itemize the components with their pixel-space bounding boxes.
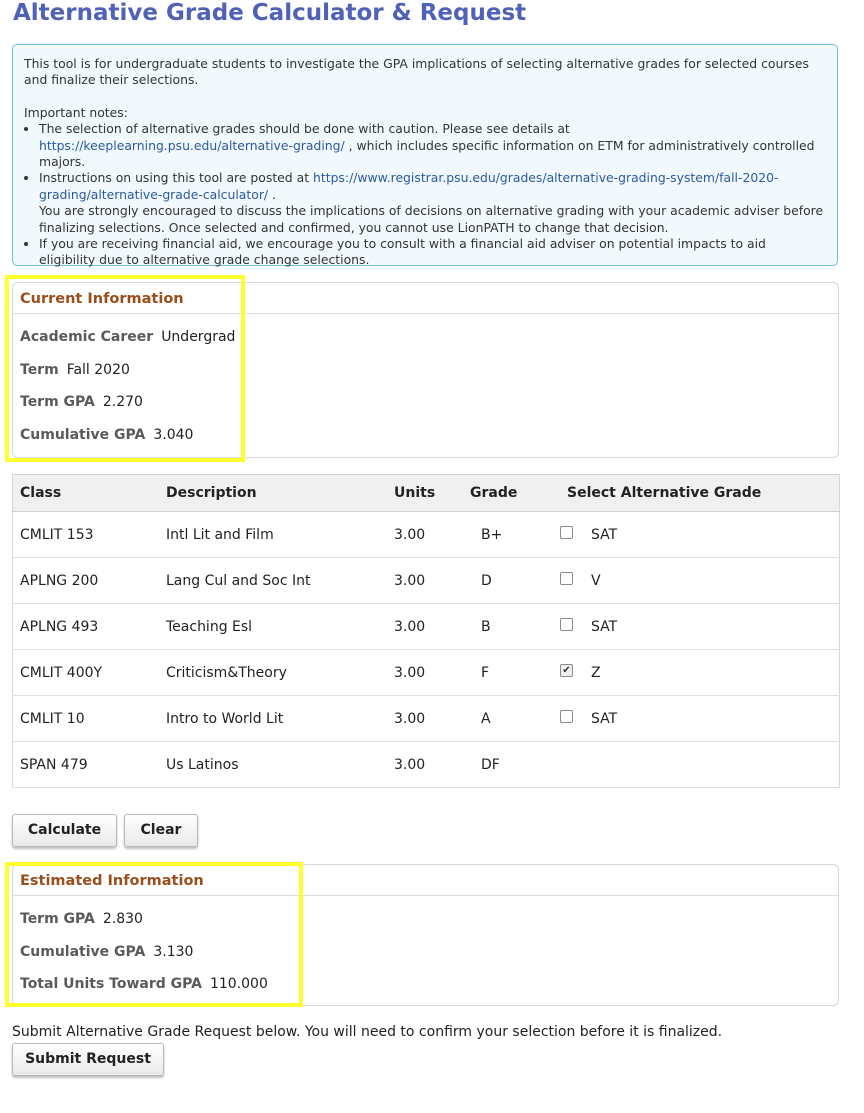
alt-grade-cell <box>560 512 840 558</box>
grade-cell: F <box>463 650 560 696</box>
note-text: . <box>268 186 276 202</box>
term-label: Term <box>20 362 59 378</box>
note-text: , which includes specific information on ETM for administratively controlled majors. <box>39 137 815 170</box>
term-value: Fall 2020 <box>66 362 130 378</box>
table-header-row <box>13 475 840 512</box>
alt-grade-label: SAT <box>591 526 618 543</box>
info-intro: This tool is for undergraduate students to investigate the GPA implications of selecting alternative grades for selected courses and finalize their selections. <box>24 56 809 88</box>
table-row <box>13 604 840 650</box>
col-description: Description <box>159 475 387 512</box>
total-units-label: Total Units Toward GPA <box>20 976 202 992</box>
alt-grade-cell <box>560 742 840 788</box>
description-cell: Lang Cul and Soc Int <box>159 558 387 604</box>
estimated-info-heading: Estimated Information <box>13 865 838 896</box>
units-cell: 3.00 <box>387 650 463 696</box>
units-cell: 3.00 <box>387 742 463 788</box>
highlight-box <box>5 275 245 462</box>
info-box <box>12 44 838 266</box>
est-cumulative-gpa-value: 3.130 <box>153 944 194 960</box>
class-cell: CMLIT 153 <box>13 512 160 558</box>
col-alt-grade: Select Alternative Grade <box>560 475 840 512</box>
alt-grade-checkbox[interactable] <box>560 572 573 585</box>
table-row <box>13 742 840 788</box>
table-row <box>13 650 840 696</box>
term-gpa-value: 2.270 <box>102 394 143 410</box>
grade-cell: DF <box>463 742 560 788</box>
col-units: Units <box>387 475 463 512</box>
calculate-button[interactable]: Calculate <box>12 814 117 847</box>
description-cell: Intro to World Lit <box>159 696 387 742</box>
table-row <box>13 696 840 742</box>
alt-grade-cell <box>560 650 840 696</box>
note-item <box>39 170 825 236</box>
alt-grade-cell <box>560 696 840 742</box>
col-class: Class <box>13 475 160 512</box>
alt-grade-label: SAT <box>591 618 618 635</box>
alt-grade-checkbox-checked[interactable]: ✔ <box>560 664 573 677</box>
units-cell: 3.00 <box>387 696 463 742</box>
description-cell: Teaching Esl <box>159 604 387 650</box>
page-title: Alternative Grade Calculator & Request <box>13 0 527 26</box>
units-cell: 3.00 <box>387 604 463 650</box>
notes-list <box>24 121 825 269</box>
note-text: Instructions on using this tool are posted at <box>39 170 313 186</box>
alt-grade-label: V <box>591 572 601 589</box>
registrar-link[interactable]: https://www.registrar.psu.edu/grades/alternative-grading-system/fall-2020-grading/alternative-grade-calculator/ <box>39 170 779 202</box>
class-cell: CMLIT 10 <box>13 696 160 742</box>
units-cell: 3.00 <box>387 558 463 604</box>
grade-cell: D <box>463 558 560 604</box>
alt-grade-label: SAT <box>591 710 618 727</box>
col-grade: Grade <box>463 475 560 512</box>
current-info-heading: Current Information <box>13 283 838 314</box>
note-text: The selection of alternative grades should be done with caution. Please see details at <box>39 121 570 137</box>
est-term-gpa-value: 2.830 <box>102 911 143 927</box>
table-row <box>13 512 840 558</box>
alt-grade-checkbox[interactable] <box>560 710 573 723</box>
grade-cell: A <box>463 696 560 742</box>
est-cumulative-gpa-label: Cumulative GPA <box>20 944 146 960</box>
cumulative-gpa-value: 3.040 <box>153 427 194 443</box>
note-item <box>39 121 825 170</box>
grade-cell: B <box>463 604 560 650</box>
description-cell: Us Latinos <box>159 742 387 788</box>
class-cell: APLNG 493 <box>13 604 160 650</box>
academic-career-label: Academic Career <box>20 329 154 345</box>
cumulative-gpa-label: Cumulative GPA <box>20 427 146 443</box>
units-cell: 3.00 <box>387 512 463 558</box>
clear-button[interactable]: Clear <box>124 814 198 847</box>
alt-grade-checkbox[interactable] <box>560 526 573 539</box>
est-term-gpa-label: Term GPA <box>20 911 95 927</box>
alt-grade-checkbox[interactable] <box>560 618 573 631</box>
total-units-value: 110.000 <box>209 976 268 992</box>
alt-grade-cell <box>560 604 840 650</box>
class-cell: SPAN 479 <box>13 742 160 788</box>
alt-grade-cell <box>560 558 840 604</box>
alt-grade-label: Z <box>591 664 601 681</box>
highlight-box <box>5 862 303 1007</box>
academic-career-value: Undergrad <box>161 329 236 345</box>
submit-request-button[interactable]: Submit Request <box>12 1043 164 1076</box>
notes-heading: Important notes: <box>24 104 128 120</box>
submit-instructions: Submit Alternative Grade Request below. You will need to confirm your selection before it is finalized. <box>12 1024 723 1040</box>
term-gpa-label: Term GPA <box>20 394 95 410</box>
keeplearning-link[interactable]: https://keeplearning.psu.edu/alternative-grading/ <box>39 137 345 153</box>
grade-cell: B+ <box>463 512 560 558</box>
courses-table <box>12 474 840 788</box>
note-text: You are strongly encouraged to discuss the implications of decisions on alternative grading with your academic adviser before finalizing selections. Once selected and confirmed, you cannot use LionPATH to change that decision. <box>39 203 824 235</box>
class-cell: APLNG 200 <box>13 558 160 604</box>
description-cell: Criticism&Theory <box>159 650 387 696</box>
note-item: • If you are receiving financial aid, we encourage you to consult with a financial aid adviser on potential impacts to aid eligibility due to alternative grade change selections. <box>39 236 825 269</box>
table-row <box>13 558 840 604</box>
class-cell: CMLIT 400Y <box>13 650 160 696</box>
description-cell: Intl Lit and Film <box>159 512 387 558</box>
